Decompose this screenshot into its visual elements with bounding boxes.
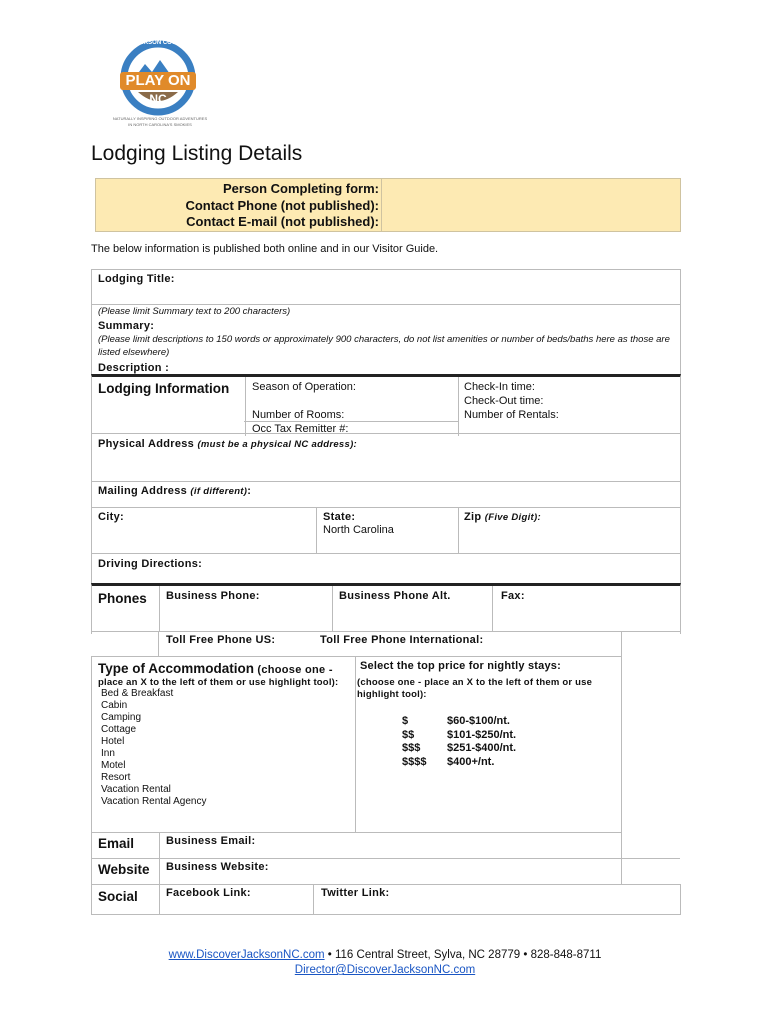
phones-section [91,583,681,634]
accommodation-option[interactable]: Motel [101,760,126,771]
accommodation-option[interactable]: Inn [101,748,115,759]
contact-labels [96,181,379,231]
logo [100,30,220,130]
mailing-address-field[interactable] [91,481,681,508]
accommodation-instruction: place an X to the left of them or use highlight tool): [98,677,339,688]
city-state-zip-row [91,507,681,554]
accommodation-heading-note: (choose one - [254,664,333,676]
website-heading: Website [98,862,150,877]
rentals-label[interactable]: Number of Rentals: [464,409,559,421]
season-label[interactable]: Season of Operation: [252,381,356,393]
business-website-label[interactable]: Business Website: [166,861,269,873]
publish-notice: The below information is published both online and in our Visitor Guide. [91,243,439,255]
accommodation-heading: Type of Accommodation [98,661,255,676]
twitter-link-label[interactable]: Twitter Link: [321,887,390,899]
accommodation-heading-row [98,660,333,678]
price-tier-range: $251-$400/nt. [447,742,517,754]
description-field[interactable] [91,331,681,375]
business-phone-label[interactable]: Business Phone: [166,590,260,602]
physical-address-label [98,438,357,450]
contact-input-area[interactable] [381,179,681,231]
accommodation-option[interactable]: Bed & Breakfast [101,688,174,699]
lodging-info-heading: Lodging Information [98,381,230,396]
business-email-label[interactable]: Business Email: [166,835,256,847]
footer-line-2 [0,963,770,978]
summary-field[interactable] [91,303,681,331]
toll-free-us-label[interactable]: Toll Free Phone US: [166,634,276,646]
mailing-address-text: Mailing Address [98,485,191,497]
logo-tagline-1: NATURALLY INSPIRING OUTDOOR ADVENTURES [112,116,208,121]
lodging-title-field[interactable] [91,269,681,305]
physical-address-note: (must be a physical NC address): [197,439,357,450]
business-phone-alt-label[interactable]: Business Phone Alt. [339,590,451,602]
accommodation-option[interactable]: Cabin [101,700,128,711]
footer-address: • 116 Central Street, Sylva, NC 28779 • 828-848-8711 [324,949,602,961]
price-tier-symbol: $$ [402,728,415,741]
price-tier-symbol: $$$$ [402,755,427,768]
zip-label[interactable] [464,511,541,523]
mailing-address-note: (if different) [190,486,248,497]
description-label: Description : [98,362,170,374]
city-label[interactable]: City: [98,511,124,523]
logo-tagline-2: IN NORTH CAROLINA'S SMOKIES [128,122,192,127]
driving-directions-field[interactable] [91,553,681,584]
price-tier-range: $400+/nt. [447,755,495,768]
accommodation-option[interactable]: Hotel [101,736,125,747]
footer-line-1 [0,948,770,963]
price-heading: Select the top price for nightly stays: [360,660,561,672]
price-tier-symbol: $ [402,715,409,727]
price-tier-range: $101-$250/nt. [447,728,517,741]
footer-email-link[interactable]: Director@DiscoverJacksonNC.com [294,964,476,976]
zip-note: (Five Digit): [484,512,541,523]
rooms-label[interactable]: Number of Rooms: [252,409,345,421]
physical-address-field[interactable] [91,433,681,482]
logo-county: JACKSON COUNTY [131,40,189,46]
email-heading: Email [98,836,135,851]
price-tier-symbol: $$$ [402,742,421,754]
accommodation-option[interactable]: Cottage [101,724,137,735]
checkout-label[interactable]: Check-Out time: [464,395,544,407]
phones-heading: Phones [98,591,147,606]
accommodation-option[interactable]: Resort [101,772,131,783]
page-title: Lodging Listing Details [91,142,303,165]
lodging-info-section [91,374,681,439]
description-hint: (Please limit descriptions to 150 words or approximately 900 characters, do not list amenities or number of beds/baths here as those are listed elsewhere) [98,334,670,358]
summary-label: Summary: [98,320,155,332]
accommodation-option[interactable]: Vacation Rental Agency [101,796,207,807]
website-row [91,858,622,885]
footer [0,948,770,978]
fax-label[interactable]: Fax: [501,590,525,602]
physical-address-text: Physical Address [98,438,198,450]
social-row [91,884,681,915]
price-instruction-1: (choose one - place an X to the left of them or use [357,677,593,688]
accommodation-option[interactable]: Camping [101,712,142,723]
contact-box [95,178,681,232]
facebook-link-label[interactable]: Facebook Link: [166,887,251,899]
contact-email-label: Contact E-mail (not published): [186,214,379,229]
price-tier-range: $60-$100/nt. [447,715,510,727]
accommodation-section [91,656,622,833]
mailing-address-suffix: : [247,485,252,497]
toll-free-intl-label[interactable]: Toll Free Phone International: [320,634,484,646]
state-label[interactable]: State: [323,511,356,523]
state-value: North Carolina [323,524,394,536]
zip-text: Zip [464,511,485,523]
toll-free-row [158,631,622,657]
contact-person-label: Person Completing form: [222,181,379,196]
occ-tax-label[interactable]: Occ Tax Remitter #: [252,423,349,435]
email-row [91,832,622,859]
summary-hint: (Please limit Summary text to 200 characters) [98,306,291,317]
social-heading: Social [98,889,138,904]
logo-brand: PLAY ON [125,72,191,89]
footer-website-link[interactable]: www.DiscoverJacksonNC.com [168,949,325,961]
logo-state: NC [149,92,167,106]
driving-directions-label: Driving Directions: [98,558,203,570]
accommodation-list [101,688,206,808]
price-instruction-2: highlight tool): [357,689,427,700]
contact-phone-label: Contact Phone (not published): [185,197,379,213]
accommodation-option[interactable]: Vacation Rental [101,784,171,795]
checkin-label[interactable]: Check-In time: [464,381,535,393]
mailing-address-label [98,485,251,497]
lodging-title-label: Lodging Title: [98,273,175,285]
